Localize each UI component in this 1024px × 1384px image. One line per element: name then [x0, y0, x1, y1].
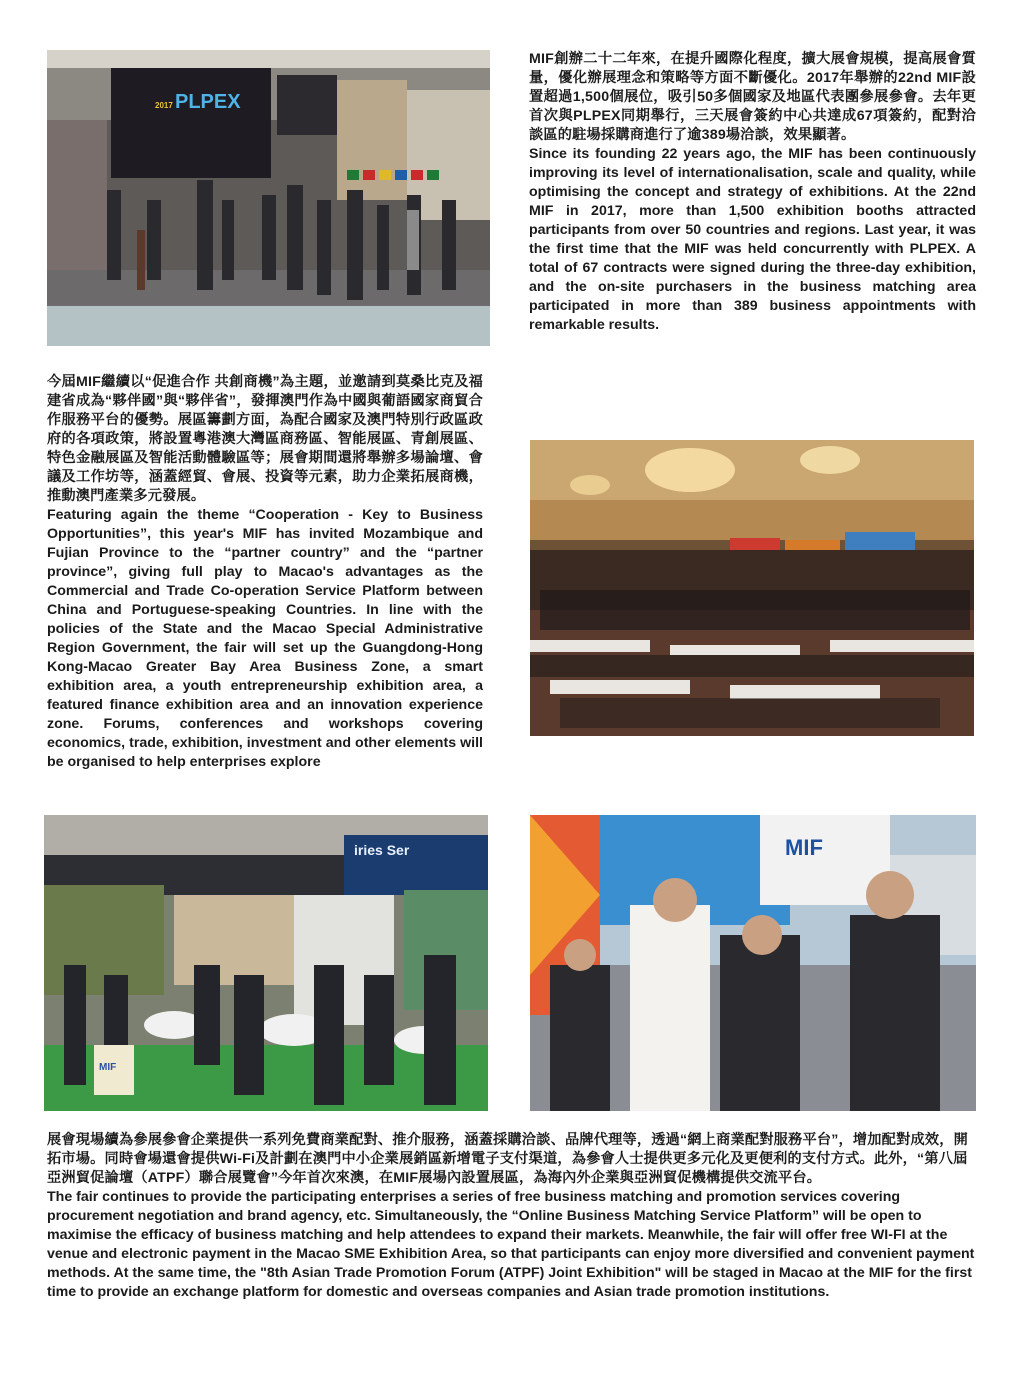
- section-1-text: [529, 50, 976, 335]
- conversation-photo: [530, 815, 976, 1111]
- mif-logo: MIF: [785, 835, 823, 860]
- section-2-text: [47, 373, 483, 772]
- section-3-text: [47, 1131, 977, 1302]
- exhibition-hall-photo: [47, 50, 490, 346]
- section-3-chinese: 展會現場續為參展參會企業提供一系列免費商業配對、推介服務，涵蓋採購洽談、品牌代理等，透過“網上商業配對服務平台”，增加配對成效，開拓市場。同時會場還會提供Wi-Fi及計劃在澳門中小企業展銷區新增電子支付渠道，為參會人士提供更多元化及更便利的支付方式。此外，“第八屆亞洲貿促論壇（ATPF）聯合展覽會”今年首次來澳，在MIF展場內設置展區，為海內外企業與亞洲貿促機構提供交流平台。: [47, 1132, 969, 1186]
- sign-year: 2017: [155, 101, 173, 110]
- section-2-english: Featuring again the theme “Cooperation - Key to Business Opportunities”, this year's MIF has invited Mozambique and Fujian Province to the “partner country” and the “partner province”, giving full play to Macao's advantages as the Commercial and Trade Co-operation Service Platform between China and Portuguese-speaking Countries. In line with the policies of the State and the Macao Special Administrative Region Government, the fair will set up the Guangdong-Hong Kong-Macao Greater Bay Area Business Zone, a smart exhibition area, a youth entrepreneurship exhibition area, a featured finance exhibition area and an innovation experience zone. Forums, conferences and workshops covering economics, trade, exhibition, investment and other elements will be organised to help enterprises explore: [47, 507, 483, 770]
- business-matching-photo: [44, 815, 488, 1111]
- plpex-sign-text: PLPEX: [175, 91, 241, 113]
- section-1-chinese: MIF創辦二十二年來，在提升國際化程度，擴大展會規模，提高展會質量，優化辦展理念和策略等方面不斷優化。2017年舉辦的22nd MIF設置超過1,500個展位，吸引50多個國家及地區代表團參展參會。去年更首次與PLPEX同期舉行，三天展會簽約中心共達成67項簽約，配對洽談區的駐場採購商進行了逾389場洽談，效果顯著。: [529, 51, 976, 143]
- section-3-english: The fair continues to provide the participating enterprises a series of free business matching and promotion services covering procurement negotiation and brand agency, etc. Simultaneously, the “Online Business Matching Service Platform” will be open to maximise the efficacy of business matching and help attendees to expand their markets. Meanwhile, the fair will offer free WI-FI at the venue and electronic payment in the Macao SME Exhibition Area, so that participants can enjoy more diversified and convenient payment methods. At the same time, the "8th Asian Trade Promotion Forum (ATPF) Joint Exhibition" will be staged in Macao at the MIF for the first time to provide an exchange platform for domestic and overseas companies and Asian trade promotion institutions.: [47, 1189, 975, 1300]
- forum-ballroom-photo: [530, 440, 974, 736]
- mif-bag-logo: MIF: [99, 1062, 117, 1073]
- section-2-chinese: 今屆MIF繼續以“促進合作 共創商機”為主題，並邀請到莫桑比克及福建省成為“夥伴國”與“夥伴省”，發揮澳門作為中國與葡語國家商貿合作服務平台的優勢。展區籌劃方面，為配合國家及澳門特別行政區政府的各項政策，將設置粵港澳大灣區商務區、智能展區、青創展區、特色金融展區及智能活動體驗區等；展會期間還將舉辦多場論壇、會議及工作坊等，涵蓋經貿、會展、投資等元素，助力企業拓展商機，推動澳門產業多元發展。: [47, 374, 483, 504]
- banner-text: iries Ser: [354, 842, 410, 858]
- section-1-english: Since its founding 22 years ago, the MIF has been continuously improving its level of internationalisation, scale and quality, while optimising the concept and strategy of exhibitions. At the 22nd MIF in 2017, more than 1,500 exhibition booths attracted participants from over 50 countries and regions. Last year, it was the first time that the MIF was held concurrently with PLPEX. A total of 67 contracts were signed during the three-day exhibition, and the on-site purchasers in the business matching area participated in more than 389 business appointments with remarkable results.: [529, 146, 976, 333]
